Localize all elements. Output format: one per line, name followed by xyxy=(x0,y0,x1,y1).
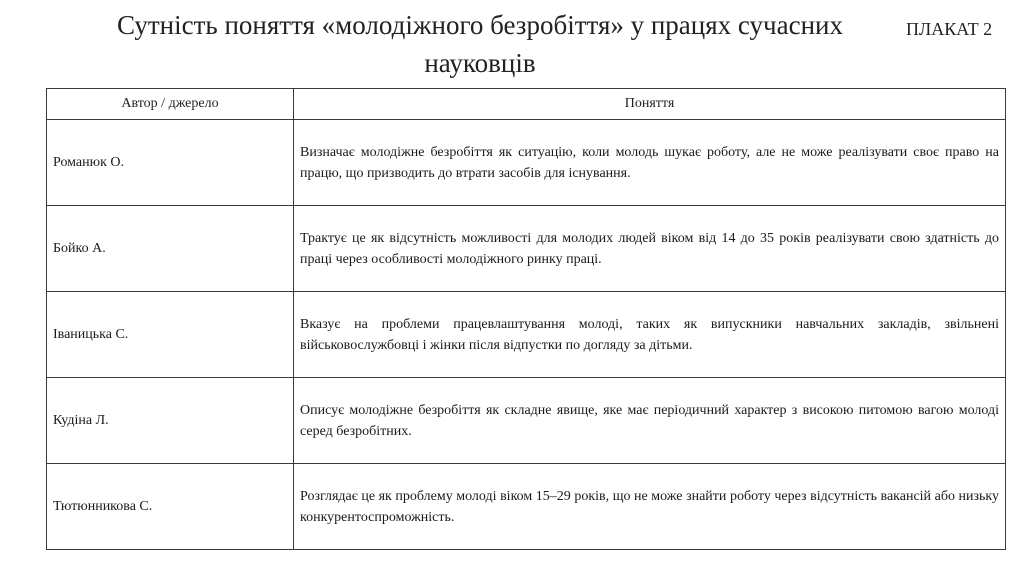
table-row xyxy=(47,120,1006,206)
column-header-concept: Поняття xyxy=(294,89,1006,120)
title-line-1: Сутність поняття «молодіжного безробіття» у працях сучасних xyxy=(117,10,843,40)
author-cell: Іваницька С. xyxy=(47,292,294,378)
concept-cell: Визначає молодіжне безробіття як ситуацію, коли молодь шукає роботу, але не може реалізувати своє право на працю, що призводить до втрати засобів для існування. xyxy=(294,120,1006,206)
page-title xyxy=(60,6,900,82)
title-line-2: науковців xyxy=(424,48,536,78)
author-cell: Бойко А. xyxy=(47,206,294,292)
column-header-author: Автор / джерело xyxy=(47,89,294,120)
poster-label: ПЛАКАТ 2 xyxy=(906,19,993,39)
concept-cell: Описує молодіжне безробіття як складне явище, яке має періодичний характер з високою питомою вагою молоді серед безробітних. xyxy=(294,378,1006,464)
concepts-table xyxy=(46,88,1006,550)
table-row xyxy=(47,206,1006,292)
table-row xyxy=(47,464,1006,550)
author-cell: Тютюнникова С. xyxy=(47,464,294,550)
table-row xyxy=(47,378,1006,464)
concept-cell: Розглядає це як проблему молоді віком 15–29 років, що не може знайти роботу через відсутність вакансій або низьку конкурентоспроможність. xyxy=(294,464,1006,550)
author-cell: Романюк О. xyxy=(47,120,294,206)
author-cell: Кудіна Л. xyxy=(47,378,294,464)
table-row xyxy=(47,292,1006,378)
concept-cell: Вказує на проблеми працевлаштування молоді, таких як випускники навчальних закладів, звільнені військовослужбовці і жінки після відпустки по догляду за дітьми. xyxy=(294,292,1006,378)
table-header-row xyxy=(47,89,1006,120)
concept-cell: Трактує це як відсутність можливості для молодих людей віком від 14 до 35 років реалізувати свою здатність до праці через особливості молодіжного ринку праці. xyxy=(294,206,1006,292)
